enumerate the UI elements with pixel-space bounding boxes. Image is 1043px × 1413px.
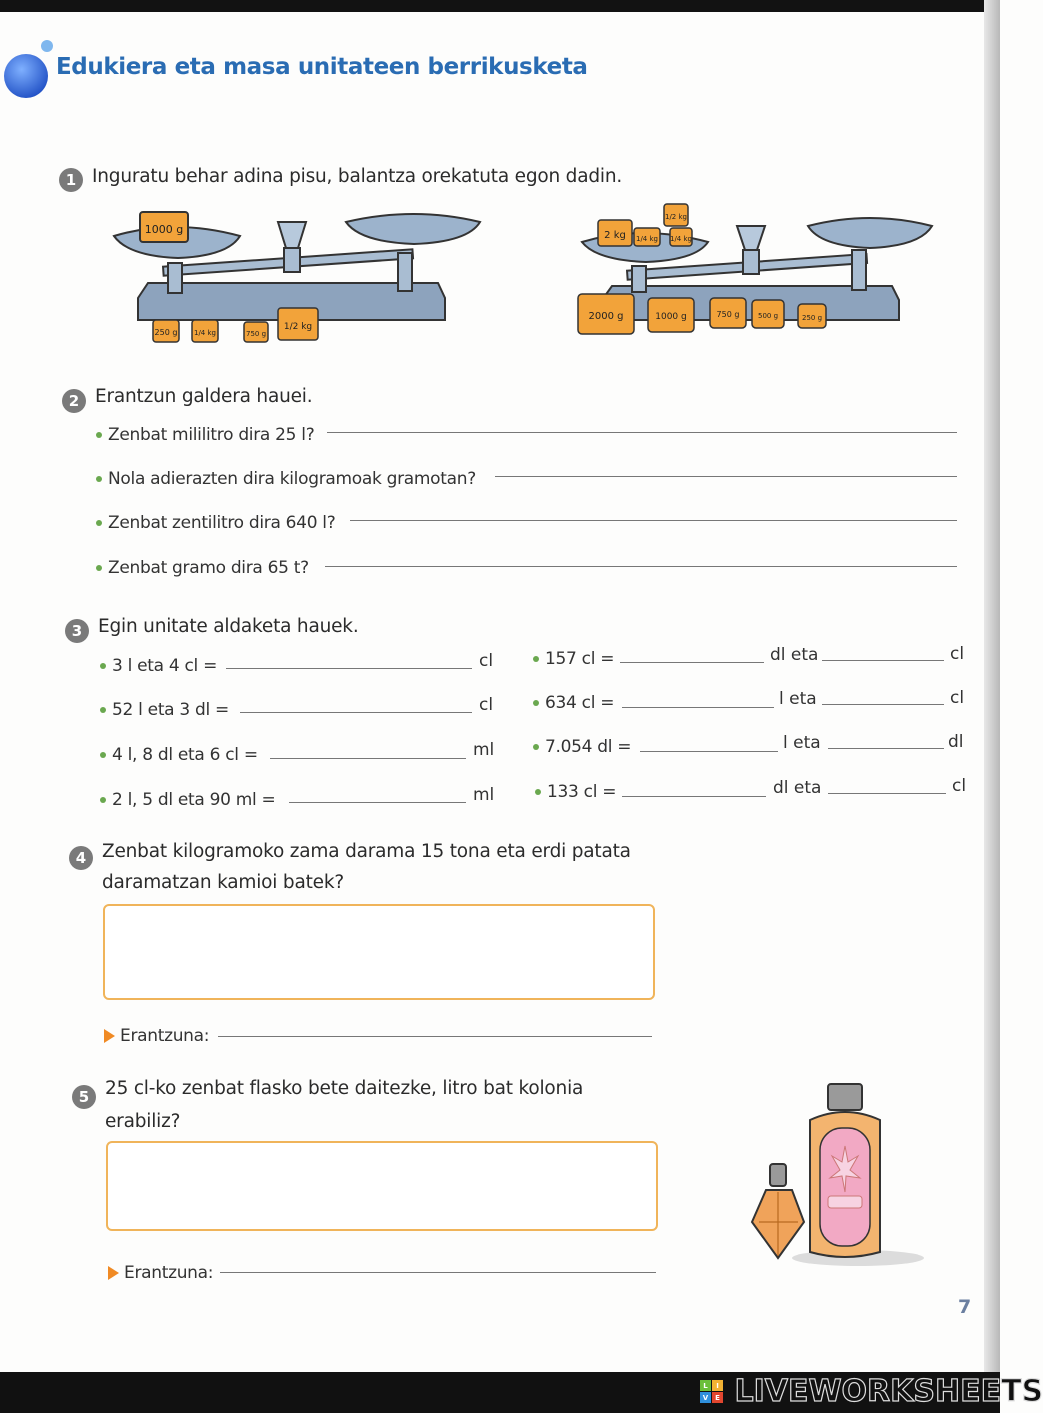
page-number: 7 [958, 1296, 972, 1318]
ex2-answer-line-1[interactable] [327, 432, 957, 433]
liveworksheets-logo-icon [700, 1380, 724, 1404]
weight-2000g-label: 2000 g [588, 311, 624, 322]
ex3-right-2-mid: l eta [779, 689, 817, 709]
ex2-answer-line-3[interactable] [350, 520, 957, 521]
ex3-left-1-unit: cl [479, 651, 494, 671]
ex3-right-1: 157 cl = [533, 649, 614, 669]
exercise-4-question-line-1: Zenbat kilogramoko zama darama 15 tona eta erdi patata [102, 841, 631, 862]
ex3-right-4: 133 cl = [535, 782, 616, 802]
ex3-left-3-blank[interactable] [270, 758, 466, 759]
ex2-answer-line-4[interactable] [325, 566, 957, 567]
ex3-right-3-mid: l eta [783, 733, 821, 753]
exercise-1-instruction: Inguratu behar adina pisu, balantza orekatuta egon dadin. [92, 166, 623, 187]
logo-letter-v: V [702, 1394, 709, 1402]
bullet-icon [100, 752, 106, 758]
balance-scale-2 [572, 198, 942, 348]
exercise-5-question-line-2: erabiliz? [105, 1111, 181, 1132]
ex3-left-4-blank[interactable] [289, 802, 466, 803]
exercise-4-answer-line[interactable] [218, 1036, 652, 1037]
bullet-icon [533, 656, 539, 662]
weight-half-kg-label: 1/2 kg [283, 322, 313, 332]
ex3-left-4: 2 l, 5 dl eta 90 ml = [100, 790, 276, 810]
scan-top-edge [0, 0, 1000, 12]
cologne-bottles-illustration [748, 1080, 928, 1270]
exercise-4-work-box[interactable] [103, 904, 655, 1000]
bullet-icon [96, 432, 102, 438]
pan-weight-quarter-kg-label: 1/4 kg [636, 235, 658, 243]
ex3-right-4-blank-a[interactable] [622, 796, 766, 797]
ex3-left-2-unit: cl [479, 695, 494, 715]
exercise-2-number: 2 [62, 389, 86, 413]
ex2-answer-line-2[interactable] [495, 476, 957, 477]
logo-letter-l: L [703, 1382, 708, 1390]
arrow-right-icon [104, 1029, 115, 1043]
logo-letter-i: I [716, 1382, 719, 1390]
page-title: Edukiera eta masa unitateen berrikusketa [56, 54, 588, 80]
exercise-4-question-line-2: daramatzan kamioi batek? [102, 872, 344, 893]
bullet-icon [96, 565, 102, 571]
bullet-icon [96, 476, 102, 482]
ex3-right-3-unit: dl [948, 732, 964, 752]
ex3-left-4-unit: ml [473, 785, 495, 805]
ex3-right-2: 634 cl = [533, 693, 614, 713]
bullet-icon [96, 520, 102, 526]
exercise-1-number: 1 [59, 168, 83, 192]
pan-weight-quarter-kg-2-label: 1/4 kg [670, 235, 692, 243]
ex3-right-3-blank-b[interactable] [828, 748, 944, 749]
ex3-right-4-blank-b[interactable] [828, 793, 946, 794]
ex3-left-1: 3 l eta 4 cl = [100, 656, 217, 676]
weight-250g-label-2: 250 g [801, 314, 823, 322]
ex3-right-2-unit: cl [950, 688, 965, 708]
ex3-right-3: 7.054 dl = [533, 737, 631, 757]
ex3-right-2-blank-b[interactable] [822, 704, 944, 705]
pan-weight-half-kg-label: 1/2 kg [665, 213, 687, 221]
bullet-icon [535, 789, 541, 795]
title-bubble-icon [0, 36, 60, 104]
balance-scale-1 [108, 198, 488, 348]
ex2-question-4: Zenbat gramo dira 65 t? [96, 558, 309, 578]
logo-letter-e: E [715, 1394, 720, 1402]
exercise-3-instruction: Egin unitate aldaketa hauek. [98, 616, 359, 637]
bullet-icon [100, 707, 106, 713]
ex3-right-1-unit: cl [950, 644, 965, 664]
ex2-question-2: Nola adierazten dira kilogramoak gramotan? [96, 469, 476, 489]
arrow-right-icon [108, 1266, 119, 1280]
exercise-3-number: 3 [65, 619, 89, 643]
weight-500g-label: 500 g [757, 312, 779, 320]
weight-1000g-label: 1000 g [144, 223, 184, 236]
weight-quarter-kg-label: 1/4 kg [194, 329, 216, 337]
exercise-4-answer-label: Erantzuna: [104, 1026, 209, 1046]
ex2-question-1: Zenbat mililitro dira 25 l? [96, 425, 314, 445]
ex3-left-1-blank[interactable] [226, 668, 472, 669]
bullet-icon [533, 744, 539, 750]
bullet-icon [100, 797, 106, 803]
pan-weight-2kg-label: 2 kg [604, 230, 626, 241]
exercise-2-instruction: Erantzun galdera hauei. [95, 386, 313, 407]
exercise-5-number: 5 [72, 1085, 96, 1109]
ex3-left-3: 4 l, 8 dl eta 6 cl = [100, 745, 258, 765]
ex3-left-3-unit: ml [473, 740, 495, 760]
bullet-icon [533, 700, 539, 706]
ex3-right-1-blank-a[interactable] [620, 662, 764, 663]
liveworksheets-text: LIVEWORKSHEETS [734, 1374, 1043, 1409]
exercise-5-answer-label: Erantzuna: [108, 1263, 213, 1283]
weight-1000g-label-2: 1000 g [655, 312, 687, 322]
ex2-question-3: Zenbat zentilitro dira 640 l? [96, 513, 335, 533]
weight-250g-label: 250 g [154, 328, 178, 337]
weight-750g-label-2: 750 g [716, 310, 740, 319]
exercise-5-answer-line[interactable] [220, 1272, 656, 1273]
exercise-5-work-box[interactable] [106, 1141, 658, 1231]
ex3-right-4-unit: cl [952, 776, 967, 796]
exercise-4-number: 4 [69, 846, 93, 870]
scan-right-edge [984, 0, 1000, 1372]
ex3-left-2-blank[interactable] [240, 712, 472, 713]
ex3-right-1-blank-b[interactable] [822, 660, 944, 661]
ex3-right-4-mid: dl eta [773, 778, 822, 798]
liveworksheets-watermark [700, 1374, 1043, 1409]
ex3-right-3-blank-a[interactable] [640, 751, 778, 752]
bullet-icon [100, 663, 106, 669]
exercise-5-question-line-1: 25 cl-ko zenbat flasko bete daitezke, litro bat kolonia [105, 1078, 584, 1099]
ex3-right-1-mid: dl eta [770, 645, 819, 665]
ex3-right-2-blank-a[interactable] [622, 707, 774, 708]
weight-750g-label: 750 g [245, 330, 267, 338]
ex3-left-2: 52 l eta 3 dl = [100, 700, 229, 720]
